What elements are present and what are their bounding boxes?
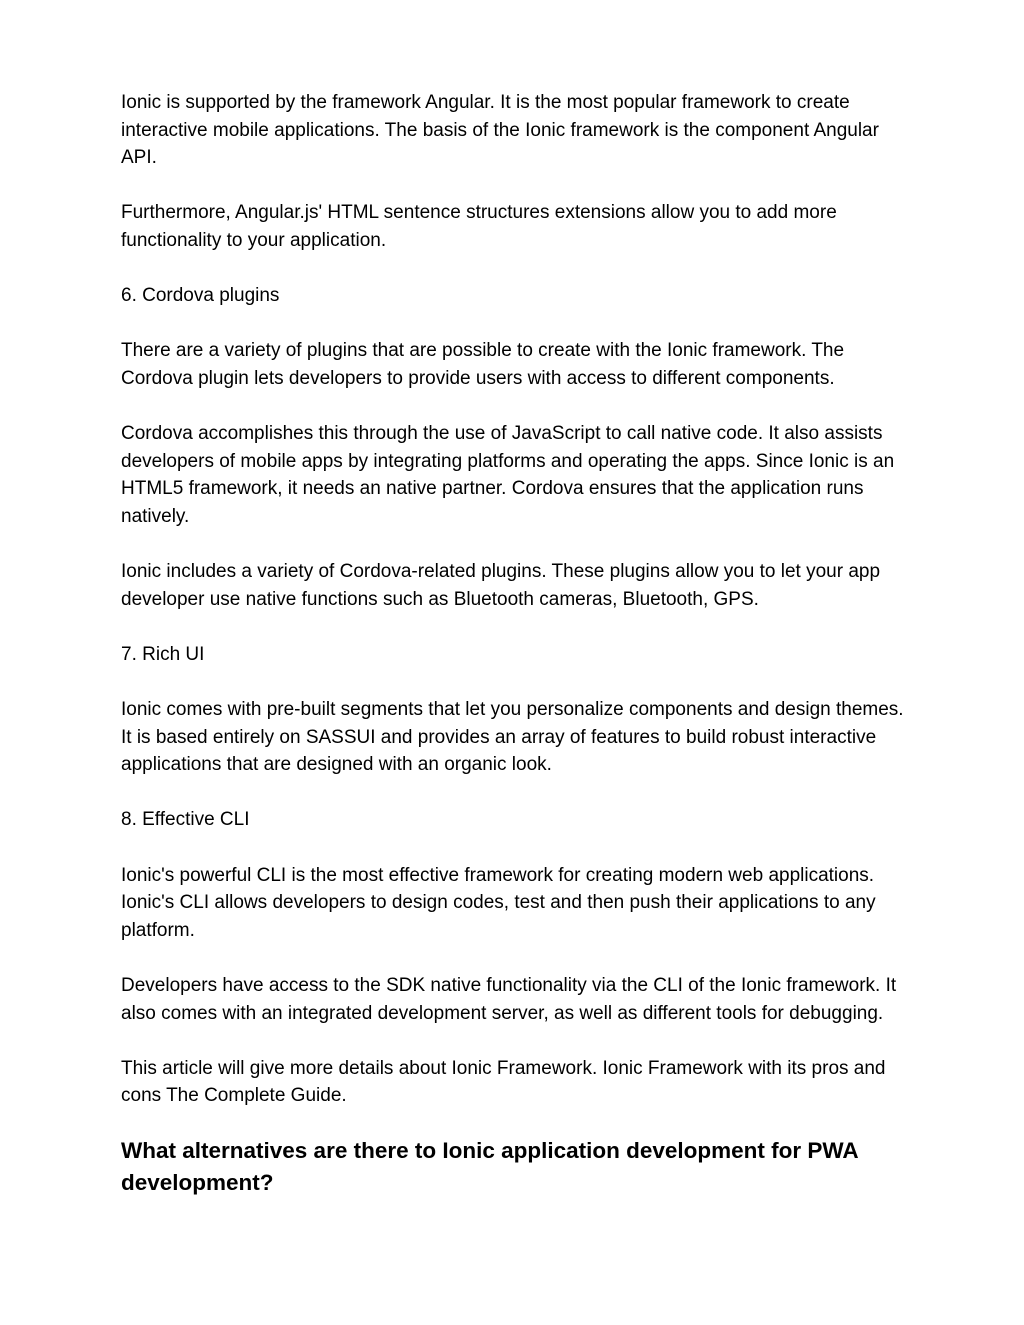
- sdk-native-paragraph: Developers have access to the SDK native functionality via the CLI of the Ionic framework. It also comes with an integrated development server, as well as different tools for debugging.: [121, 975, 897, 1024]
- cordova-related-plugins-paragraph: Ionic includes a variety of Cordova-related plugins. These plugins allow you to let your app developer use native functions such as Bluetooth cameras, Bluetooth, GPS.: [121, 561, 881, 610]
- document-page: [121, 89, 911, 1200]
- rich-ui-paragraph: Ionic comes with pre-built segments that let you personalize components and design themes. It is based entirely on SASSUI and provides an array of features to build robust interactive applications that are designed with an organic look.: [121, 699, 904, 776]
- section-heading-effective-cli: 8. Effective CLI: [121, 809, 250, 831]
- angular-extensions-paragraph: Furthermore, Angular.js' HTML sentence structures extensions allow you to add more functionality to your application.: [121, 202, 837, 251]
- cordova-plugins-paragraph: There are a variety of plugins that are possible to create with the Ionic framework. The Cordova plugin lets developers to provide users with access to different components.: [121, 340, 845, 389]
- intro-angular-paragraph: Ionic is supported by the framework Angular. It is the most popular framework to create interactive mobile applications. The basis of the Ionic framework is the component Angular API.: [121, 92, 879, 169]
- section-heading-rich-ui: 7. Rich UI: [121, 643, 205, 665]
- cli-paragraph: Ionic's powerful CLI is the most effective framework for creating modern web applications. Ionic's CLI allows developers to design codes, test and then push their applications to any platform.: [121, 864, 876, 941]
- section-heading-cordova-plugins: 6. Cordova plugins: [121, 285, 280, 307]
- alternatives-heading: What alternatives are there to Ionic application development for PWA development?: [121, 1137, 858, 1196]
- cordova-native-code-paragraph: Cordova accomplishes this through the use of JavaScript to call native code. It also assists developers of mobile apps by integrating platforms and operating the apps. Since Ionic is an HTML5 framework, it needs an native partner. Cordova ensures that the application runs natively.: [121, 423, 895, 527]
- article-details-paragraph: This article will give more details about Ionic Framework. Ionic Framework with its pros and cons The Complete Guide.: [121, 1057, 886, 1107]
